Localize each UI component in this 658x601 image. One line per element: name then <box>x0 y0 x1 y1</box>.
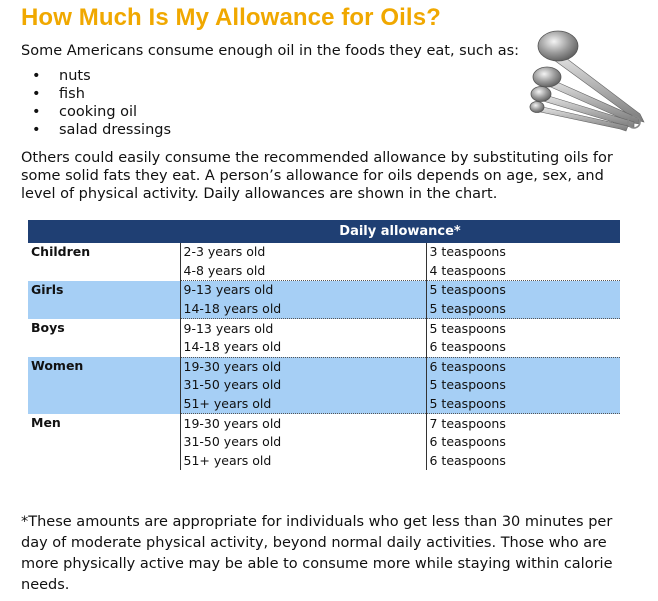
amount-cell: 3 teaspoons <box>426 243 620 262</box>
amount-cell: 6 teaspoons <box>426 452 620 471</box>
age-cell: 14-18 years old <box>180 338 426 357</box>
table-row <box>28 243 620 262</box>
age-cell: 51+ years old <box>180 452 426 471</box>
amount-cell: 5 teaspoons <box>426 319 620 338</box>
list-item: • nuts <box>32 68 91 84</box>
bullet-icon: • <box>32 68 41 84</box>
age-cell: 19-30 years old <box>180 414 426 433</box>
bullet-icon: • <box>32 86 41 102</box>
table-row <box>28 357 620 376</box>
amount-cell: 5 teaspoons <box>426 300 620 319</box>
table-header: Daily allowance* <box>180 220 620 243</box>
age-cell: 9-13 years old <box>180 281 426 300</box>
age-cell: 19-30 years old <box>180 357 426 376</box>
measuring-spoons-image <box>528 22 648 132</box>
age-cell: 51+ years old <box>180 395 426 414</box>
group-label: Girls <box>28 281 180 319</box>
intro-text: Some Americans consume enough oil in the foods they eat, such as: <box>21 43 520 59</box>
bullet-icon: • <box>32 122 41 138</box>
amount-cell: 4 teaspoons <box>426 262 620 281</box>
amount-cell: 6 teaspoons <box>426 433 620 452</box>
footnote: *These amounts are appropriate for individuals who get less than 30 minutes per day of moderate physical activity, beyond normal daily activities. Those who are more physically active may be able to consume more while staying within calorie needs. <box>21 514 613 593</box>
age-cell: 4-8 years old <box>180 262 426 281</box>
group-label: Women <box>28 357 180 414</box>
allowance-paragraph: Others could easily consume the recommended allowance by substituting oils for some solid fats they eat. A person’s allowance for oils depends on age, sex, and level of physical activity. Daily allowances are shown in the chart. <box>21 150 613 202</box>
age-cell: 9-13 years old <box>180 319 426 338</box>
table-row <box>28 319 620 338</box>
age-cell: 31-50 years old <box>180 433 426 452</box>
allowance-table <box>28 220 620 470</box>
age-cell: 2-3 years old <box>180 243 426 262</box>
list-item: • fish <box>32 86 85 102</box>
list-item: • salad dressings <box>32 122 172 138</box>
age-cell: 14-18 years old <box>180 300 426 319</box>
amount-cell: 7 teaspoons <box>426 414 620 433</box>
list-item: • cooking oil <box>32 104 138 120</box>
table-header-row <box>28 220 620 243</box>
table-row <box>28 414 620 433</box>
bullet-icon: • <box>32 104 41 120</box>
amount-cell: 6 teaspoons <box>426 357 620 376</box>
amount-cell: 6 teaspoons <box>426 338 620 357</box>
group-label: Children <box>31 244 91 259</box>
oil-food-list <box>21 67 171 139</box>
group-label: Men <box>31 414 61 430</box>
table-row <box>28 281 620 300</box>
age-cell: 31-50 years old <box>180 376 426 395</box>
amount-cell: 5 teaspoons <box>426 281 620 300</box>
page-title: How Much Is My Allowance for Oils? <box>21 4 441 31</box>
group-label: Boys <box>31 319 65 335</box>
amount-cell: 5 teaspoons <box>426 376 620 395</box>
amount-cell: 5 teaspoons <box>426 395 620 414</box>
